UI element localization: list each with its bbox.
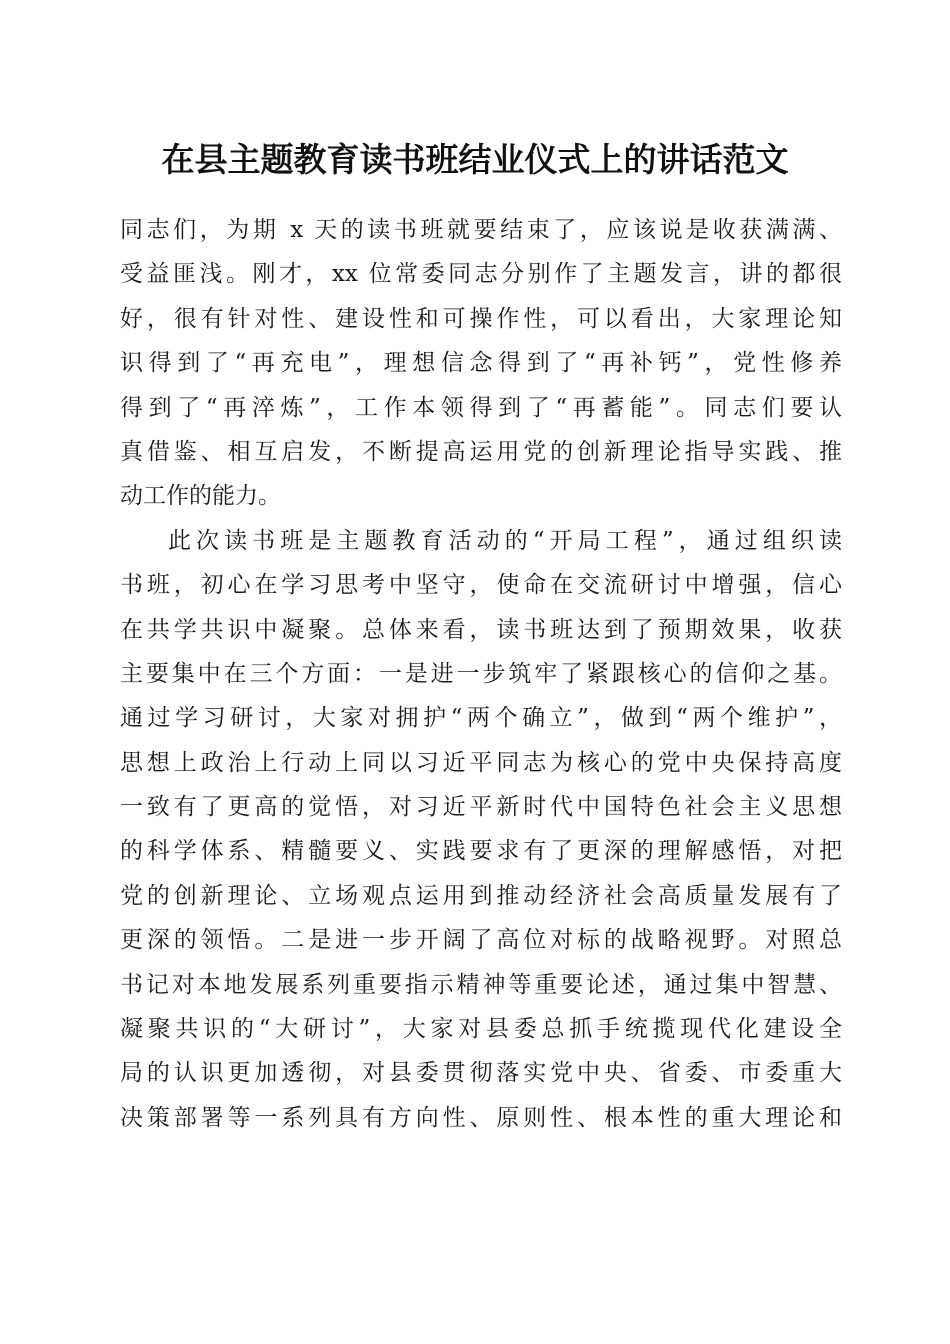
- text-line: 更深的领悟。二是进一步开阔了高位对标的战略视野。对照总: [120, 927, 842, 954]
- paragraph: [120, 208, 842, 519]
- paragraph: [120, 519, 842, 1140]
- text-line: 书班，初心在学习思考中坚守，使命在交流研讨中增强，信心: [120, 572, 842, 599]
- text-line: 一致有了更高的觉悟，对习近平新时代中国特色社会主义思想: [120, 794, 842, 821]
- text-line: 在共学共识中凝聚。总体来看，读书班达到了预期效果，收获: [120, 616, 842, 643]
- text-line: 的科学体系、精髓要义、实践要求有了更深的理解感悟，对把: [120, 838, 842, 865]
- document-title: 在县主题教育读书班结业仪式上的讲话范文: [161, 140, 789, 179]
- text-line: 好，很有针对性、建设性和可操作性，可以看出，大家理论知: [120, 305, 842, 332]
- document-body: [120, 208, 842, 1140]
- text-line: 识得到了“再充电”，理想信念得到了“再补钙”，党性修养: [120, 350, 842, 377]
- text-line: 动工作的能力。: [120, 483, 281, 510]
- text-line: 凝聚共识的“大研讨”，大家对县委总抓手统揽现代化建设全: [120, 1016, 842, 1043]
- text-line: 得到了“再淬炼”，工作本领得到了“再蓄能”。同志们要认: [120, 394, 842, 421]
- text-line: 此次读书班是主题教育活动的“开局工程”，通过组织读: [168, 527, 842, 554]
- text-line: 受益匪浅。刚才，xx 位常委同志分别作了主题发言，讲的都很: [120, 261, 842, 288]
- text-line: 党的创新理论、立场观点运用到推动经济社会高质量发展有了: [120, 882, 842, 909]
- text-line: 真借鉴、相互启发，不断提高运用党的创新理论指导实践、推: [120, 438, 842, 465]
- text-line: 同志们，为期 x 天的读书班就要结束了，应该说是收获满满、: [120, 217, 842, 243]
- text-line: 局的认识更加透彻，对县委贯彻落实党中央、省委、市委重大: [120, 1060, 842, 1087]
- text-line: 通过学习研讨，大家对拥护“两个确立”，做到“两个维护”，: [120, 705, 842, 732]
- text-line: 思想上政治上行动上同以习近平同志为核心的党中央保持高度: [120, 749, 842, 776]
- text-line: 主要集中在三个方面：一是进一步筑牢了紧跟核心的信仰之基。: [120, 660, 842, 687]
- text-line: 书记对本地发展系列重要指示精神等重要论述，通过集中智慧、: [120, 971, 842, 998]
- text-line: 决策部署等一系列具有方向性、原则性、根本性的重大理论和: [120, 1104, 842, 1131]
